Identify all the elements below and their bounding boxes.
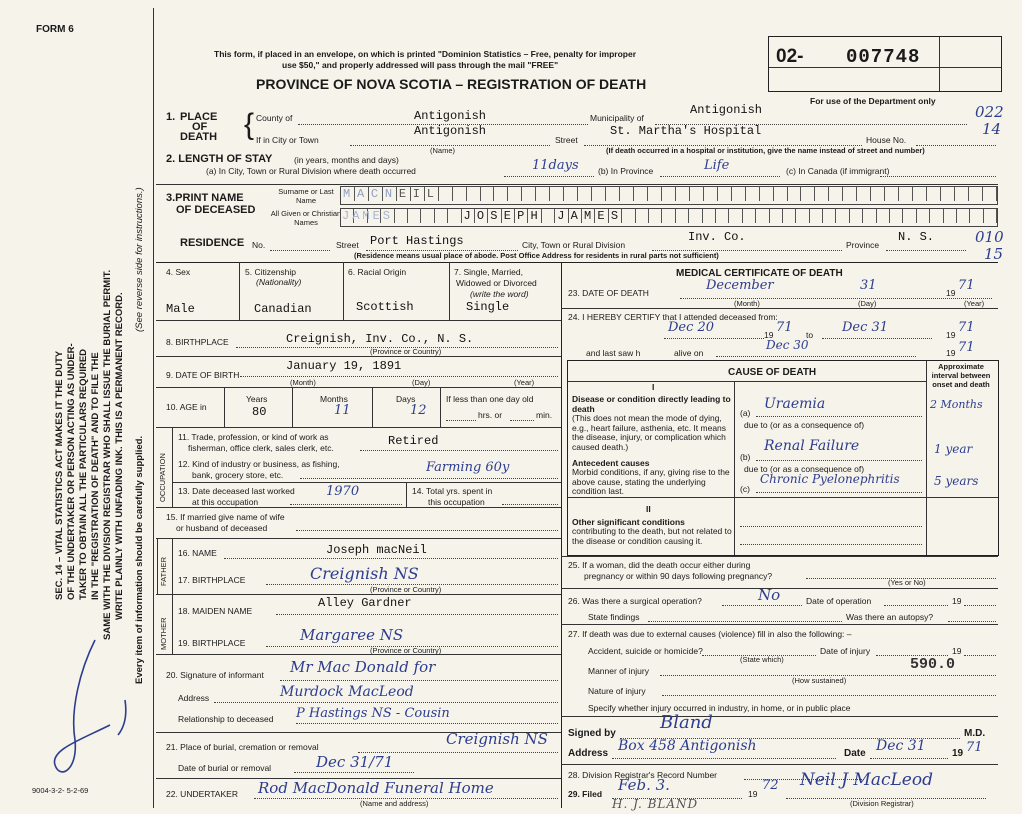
- cause-c-interval: 5 years: [934, 474, 979, 488]
- stay-sub-label: (in years, months and days): [294, 155, 399, 165]
- stay-canada-label: (c) In Canada (if immigrant): [786, 166, 890, 176]
- dob-day-label: (Day): [412, 378, 431, 387]
- racial-origin-label: 6. Racial Origin: [348, 267, 407, 277]
- father-name-label: 16. NAME: [178, 548, 217, 558]
- stay-province-label: (b) In Province: [598, 166, 654, 176]
- city-label: If in City or Town: [256, 135, 319, 145]
- registrar-label: (Division Registrar): [850, 799, 914, 808]
- industry-label-2: bank, grocery store, etc.: [192, 470, 284, 480]
- surgery-value: No: [758, 586, 781, 604]
- father-birthplace-label: 17. BIRTHPLACE: [178, 575, 246, 585]
- mother-maiden-label: 18. MAIDEN NAME: [178, 606, 253, 616]
- signature-date-value: Dec 31: [876, 738, 926, 754]
- registrar-signature: Neil J MacLeod: [800, 770, 933, 790]
- death-month-label: (Month): [734, 299, 760, 308]
- surname-boxes: [340, 186, 998, 205]
- death-year-label: (Year): [964, 299, 985, 308]
- stay-province-value: Life: [704, 158, 730, 173]
- signed-by-value: Bland: [660, 712, 713, 733]
- relationship-label: Relationship to deceased: [178, 714, 274, 724]
- attended-to-nineteen: 19: [946, 330, 956, 340]
- burial-place-label: 21. Place of burial, cremation or removal: [166, 742, 319, 752]
- given-letter: O: [476, 209, 485, 223]
- surname-letter: M: [343, 187, 351, 201]
- dept-use-label: For use of the Department only: [810, 96, 936, 106]
- mother-side-label: MOTHER: [159, 617, 168, 650]
- last-worked-label-2: at this occupation: [192, 497, 259, 507]
- name-label-1: 3.PRINT NAME: [166, 192, 244, 204]
- signed-by-label: Signed by: [568, 728, 616, 739]
- cause-b-interval: 1 year: [934, 442, 973, 456]
- trade-label-1: 11. Trade, profession, or kind of work as: [178, 432, 329, 442]
- street-value: St. Martha's Hospital: [610, 124, 762, 138]
- dept-code-2: 14: [982, 120, 1002, 138]
- informant-address-label: Address: [178, 693, 210, 703]
- last-saw-label: and last saw h: [586, 348, 641, 358]
- trade-label-2: fisherman, office clerk, sales clerk, etc.: [188, 443, 334, 453]
- residence-city-label: City, Town or Rural Division: [522, 240, 626, 250]
- surname-letter: N: [384, 187, 393, 201]
- alive-on-label: alive on: [674, 348, 704, 358]
- death-date-year-prefix: 19: [946, 288, 956, 298]
- trade-value: Retired: [388, 434, 439, 448]
- cause-a-due-to: due to (or as a consequence of): [744, 420, 865, 430]
- other-conditions-label: Other significant conditions: [572, 517, 685, 527]
- cause-c-value: Chronic Pyelonephritis: [760, 472, 900, 486]
- signature-address-label: Address: [568, 748, 609, 759]
- attended-from-nineteen: 19: [764, 330, 774, 340]
- filed-value: Feb. 3.: [618, 776, 670, 794]
- total-years-label-2: this occupation: [428, 497, 485, 507]
- given-letter: S: [490, 209, 498, 223]
- record-number-label: 28. Division Registrar's Record Number: [568, 770, 718, 780]
- antecedent-label: Antecedent causes: [572, 458, 650, 468]
- mail-notice-1: This form, if placed in an envelope, on which is printed "Dominion Statistics – Free, penalty for improper: [214, 49, 637, 59]
- death-day-label: (Day): [858, 299, 877, 308]
- side-text-4: IN THE "REGISTRATION OF DEATH" AND TO FILE THE: [90, 352, 101, 600]
- city-name-sublabel: (Name): [430, 146, 456, 155]
- spouse-label-1: 15. If married give name of wife: [166, 512, 285, 522]
- given-letter: H: [530, 209, 538, 223]
- attended-to-date: Dec 31: [842, 320, 889, 335]
- pregnancy-yes-no: (Yes or No): [888, 578, 926, 587]
- print-code: 9004-3-2- 5-2-69: [32, 786, 89, 795]
- last-worked-value: 1970: [326, 484, 360, 499]
- signature-year-prefix: 19: [952, 748, 964, 759]
- citizenship-value: Canadian: [254, 302, 312, 316]
- hrs-label: hrs. or: [478, 410, 503, 420]
- birthplace-value: Creignish, Inv. Co., N. S.: [286, 332, 474, 346]
- county-value: Antigonish: [414, 109, 487, 123]
- registration-prefix: 02-: [776, 46, 804, 67]
- direct-cause-desc: (This does not mean the mode of dying, e.g., heart failure, asthenia, etc. It means the disease, injury, or complication which caused death.): [572, 413, 727, 452]
- last-worked-label-1: 13. Date deceased last worked: [178, 486, 295, 496]
- marital-label-1: 7. Single, Married,: [454, 267, 523, 277]
- place-label-3: DEATH: [180, 131, 218, 143]
- attended-from-date: Dec 20: [668, 320, 715, 335]
- cause-a-value: Uraemia: [764, 396, 826, 412]
- signature-address-value: Box 458 Antigonish: [618, 738, 757, 754]
- cause-a-interval: 2 Months: [930, 398, 983, 411]
- pregnancy-label-1: 25. If a woman, did the death occur either during: [568, 560, 751, 570]
- age-label: 10. AGE in: [166, 402, 207, 412]
- interval-label: Approximate interval between onset and death: [931, 362, 991, 389]
- given-letter: E: [597, 209, 605, 223]
- findings-label: State findings: [588, 612, 640, 622]
- cause-c-label: (c): [740, 484, 750, 494]
- birthplace-label: 8. BIRTHPLACE: [166, 337, 229, 347]
- burial-place-value: Creignish NS: [446, 730, 548, 748]
- dept-code-1: 022: [975, 103, 1004, 121]
- other-conditions-desc: contributing to the death, but not related to the disease or condition causing it.: [572, 526, 732, 546]
- dob-month-label: (Month): [290, 378, 316, 387]
- surgery-date-label: Date of operation: [806, 596, 872, 606]
- mother-birthplace-label: 19. BIRTHPLACE: [178, 638, 246, 648]
- nature-label: Nature of injury: [588, 686, 646, 696]
- municipality-label: Municipality of: [590, 113, 644, 123]
- burial-date-value: Dec 31/71: [316, 753, 394, 771]
- signature-year: 71: [966, 740, 983, 755]
- side-text-7: (See reverse side for instructions.): [134, 187, 145, 332]
- undertaker-sub-label: (Name and address): [360, 799, 429, 808]
- cause-b-label: (b): [740, 452, 751, 462]
- dept-code-4: 15: [984, 245, 1004, 263]
- marital-label-3: (write the word): [470, 289, 529, 299]
- hospital-note: (If death occurred in a hospital or institution, give the name instead of street and number): [606, 146, 925, 155]
- dob-value: January 19, 1891: [286, 359, 402, 373]
- form-title: PROVINCE OF NOVA SCOTIA – REGISTRATION OF DEATH: [256, 76, 647, 92]
- occupation-side-label: OCCUPATION: [158, 453, 167, 502]
- years-label: Years: [246, 394, 268, 404]
- certify-label: 24. I HEREBY CERTIFY that I attended deceased from:: [568, 312, 778, 322]
- death-date-day: 31: [860, 278, 877, 293]
- stamp-name: H. J. BLAND: [612, 797, 699, 811]
- birthplace-sub-label: (Province or Country): [370, 347, 442, 356]
- residence-province-value: N. S.: [898, 230, 935, 244]
- months-value: 11: [334, 403, 351, 418]
- under-day-label: If less than one day old: [446, 394, 534, 404]
- dept-code-3: 010: [975, 228, 1004, 246]
- side-text-2: OF THE UNDERTAKER OR PERSON ACTING AS UNDER-: [66, 343, 77, 600]
- part-one-label: I: [652, 382, 655, 392]
- external-label: 27. If death was due to external causes (violence) fill in also the following: –: [568, 629, 852, 639]
- filed-label: 29. Filed: [568, 789, 603, 799]
- residence-label: RESIDENCE: [180, 237, 245, 249]
- given-letter: S: [610, 209, 619, 223]
- informant-sig-label: 20. Signature of informant: [166, 670, 264, 680]
- filed-year: 72: [762, 778, 779, 793]
- father-birthplace-value: Creignish NS: [310, 564, 419, 583]
- surname-letter: L: [426, 187, 434, 201]
- surgery-nineteen: 19: [952, 596, 962, 606]
- last-saw-date: Dec 30: [766, 338, 809, 352]
- days-value: 12: [410, 403, 427, 418]
- pregnancy-label-2: pregnancy or within 90 days following pregnancy?: [584, 571, 773, 581]
- cause-title: CAUSE OF DEATH: [728, 367, 817, 378]
- given-name-faint: JAMES: [342, 209, 394, 223]
- residence-city-value: Inv. Co.: [688, 230, 746, 244]
- surname-label: Surname or Last Name: [278, 187, 334, 205]
- surname-letter: I: [412, 187, 420, 201]
- side-text-6: WRITE PLAINLY WITH UNFADING INK. THIS IS A PERMANENT RECORD.: [114, 292, 125, 620]
- mother-birthplace-value: Margaree NS: [300, 626, 404, 644]
- stay-label: 2. LENGTH OF STAY: [166, 153, 273, 165]
- antecedent-desc: Morbid conditions, if any, giving rise to the above cause, stating the underlying condition last.: [572, 467, 730, 496]
- direct-cause-label: Disease or condition directly leading to death: [572, 394, 731, 414]
- attended-to-label: to: [806, 330, 814, 340]
- surname-letter: A: [356, 187, 365, 201]
- residence-province-label: Province: [846, 240, 880, 250]
- given-letter: A: [570, 209, 578, 223]
- residence-no-label: No.: [252, 240, 266, 250]
- years-value: 80: [252, 405, 267, 419]
- accident-label: Accident, suicide or homicide?: [588, 646, 703, 656]
- classification-code: 590.0: [910, 656, 956, 673]
- death-date-year: 71: [958, 278, 975, 293]
- residence-note: (Residence means usual place of abode. Post Office Address for residents in rural parts not sufficient): [354, 251, 719, 260]
- given-label: All Given or Christian Names: [270, 209, 342, 227]
- sex-value: Male: [166, 302, 195, 316]
- state-which-label: (State which): [740, 655, 784, 664]
- last-saw-nineteen: 19: [946, 348, 956, 358]
- mother-birthplace-sub-label: (Province or Country): [370, 646, 442, 655]
- stay-city-label: (a) In City, Town or Rural Division where death occurred: [206, 166, 416, 176]
- death-date-month: December: [706, 278, 774, 293]
- injury-nineteen: 19: [952, 646, 962, 656]
- citizenship-label: 5. Citizenship: [245, 267, 297, 277]
- attended-from-year: 71: [776, 320, 793, 335]
- medical-title: MEDICAL CERTIFICATE OF DEATH: [676, 268, 843, 279]
- industry-label-1: 12. Kind of industry or business, as fishing,: [178, 459, 340, 469]
- margin-signature-mark: [40, 630, 140, 790]
- attended-to-year: 71: [958, 320, 975, 335]
- dob-year-label: (Year): [514, 378, 535, 387]
- form-number: FORM 6: [36, 24, 74, 35]
- marital-label-2: Widowed or Divorced: [456, 278, 537, 288]
- father-birthplace-sub-label: (Province or Country): [370, 585, 442, 594]
- min-label: min.: [536, 410, 553, 420]
- side-text-8: Every item of information should be carefully supplied.: [134, 435, 145, 684]
- undertaker-label: 22. UNDERTAKER: [166, 789, 238, 799]
- side-text-3: TAKER TO OBTAIN ALL THE PARTICULARS REQUIRED: [78, 348, 89, 600]
- side-text-5: SAME WITH THE DIVISION REGISTRAR WHO SHALL ISSUE THE BURIAL PERMIT.: [102, 269, 113, 640]
- mail-notice-2: use $50," and properly addressed will pass through the mail "FREE": [282, 60, 559, 70]
- spouse-label-2: or husband of deceased: [176, 523, 268, 533]
- death-date-label: 23. DATE OF DEATH: [568, 288, 649, 298]
- industry-value: Farming 60y: [426, 460, 510, 475]
- given-letter: J: [557, 209, 565, 223]
- days-label: Days: [396, 394, 416, 404]
- brace: {: [244, 108, 255, 141]
- md-label: M.D.: [964, 728, 986, 739]
- registration-number: 007748: [846, 46, 921, 68]
- relationship-value: P Hastings NS - Cousin: [296, 706, 450, 721]
- residence-street-value: Port Hastings: [370, 234, 464, 248]
- informant-address-value: Murdock MacLeod: [280, 684, 414, 700]
- municipality-value: Antigonish: [690, 103, 763, 117]
- place-label-num: 1.: [166, 111, 176, 123]
- mother-maiden-value: Alley Gardner: [318, 596, 412, 610]
- margin-rule: [153, 8, 154, 808]
- months-label: Months: [320, 394, 348, 404]
- filed-year-prefix: 19: [748, 789, 758, 799]
- street-label: Street: [555, 135, 578, 145]
- informant-sig-value: Mr Mac Donald for: [290, 658, 436, 676]
- surgery-label: 26. Was there a surgical operation?: [568, 596, 702, 606]
- stay-city-value: 11days: [532, 158, 579, 173]
- burial-date-label: Date of burial or removal: [178, 763, 272, 773]
- house-no-label: House No.: [866, 135, 907, 145]
- given-letter: E: [503, 209, 511, 223]
- autopsy-label: Was there an autopsy?: [846, 612, 934, 622]
- signature-date-label: Date: [844, 748, 866, 759]
- given-letter: J: [463, 209, 471, 223]
- racial-origin-value: Scottish: [356, 300, 414, 314]
- total-years-label-1: 14. Total yrs. spent in: [412, 486, 493, 496]
- father-name-value: Joseph macNeil: [326, 543, 427, 557]
- injury-date-label: Date of injury: [820, 646, 871, 656]
- cause-a-label: (a): [740, 408, 751, 418]
- residence-street-label: Street: [336, 240, 359, 250]
- side-text-1: SEC. 14 – VITAL STATISTICS ACT MAKES IT THE DUTY: [54, 350, 65, 600]
- surname-letter: C: [370, 187, 379, 201]
- part-two-label: II: [646, 504, 651, 514]
- specify-label: Specify whether injury occurred in industry, in home, or in public place: [588, 703, 851, 713]
- given-letter: P: [517, 209, 525, 223]
- place-label-2: OF: [192, 121, 208, 133]
- place-label: PLACE: [180, 111, 218, 123]
- father-side-label: FATHER: [159, 556, 168, 586]
- marital-value: Single: [466, 300, 510, 314]
- citizenship-sub-label: (Nationality): [256, 277, 302, 287]
- undertaker-value: Rod MacDonald Funeral Home: [258, 779, 494, 797]
- given-letter: M: [584, 209, 592, 223]
- dob-label: 9. DATE OF BIRTH: [166, 370, 240, 380]
- county-label: County of: [256, 113, 293, 123]
- manner-label: Manner of injury: [588, 666, 649, 676]
- cause-b-due-to: due to (or as a consequence of): [744, 464, 865, 474]
- how-sustained-label: (How sustained): [792, 676, 847, 685]
- last-saw-year: 71: [958, 340, 975, 355]
- sex-label: 4. Sex: [166, 267, 191, 277]
- surname-letter: E: [398, 187, 407, 201]
- cause-b-value: Renal Failure: [764, 438, 860, 454]
- given-name-boxes: [340, 208, 998, 227]
- city-value: Antigonish: [414, 124, 487, 138]
- name-label-2: OF DECEASED: [176, 204, 256, 216]
